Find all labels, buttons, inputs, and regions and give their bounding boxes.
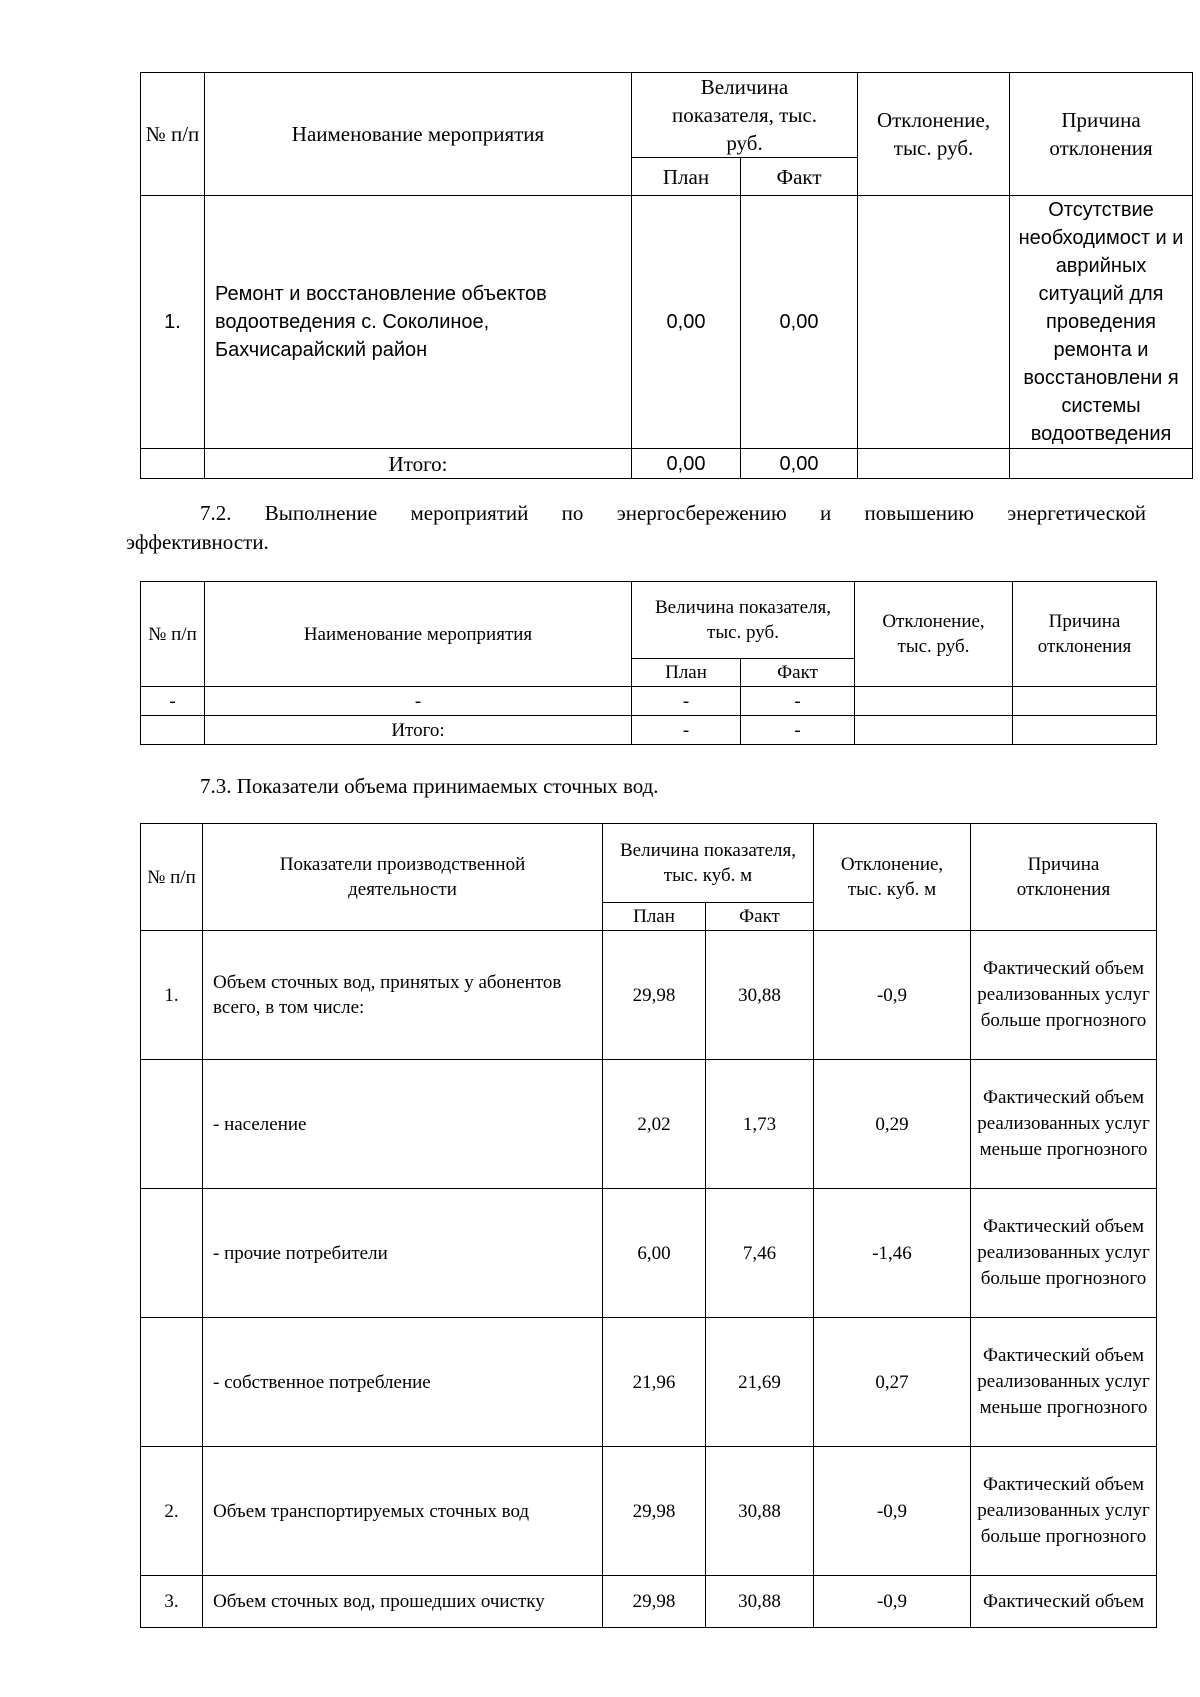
header-fact: Факт <box>741 158 858 196</box>
header-value: Величина показателя, тыс. руб. <box>632 582 855 659</box>
table-row <box>141 1576 1157 1628</box>
row-name: - прочие потребители <box>203 1189 603 1318</box>
header-reason: Причина отклонения <box>971 824 1157 931</box>
row-num: 1. <box>141 196 205 449</box>
header-plan: План <box>603 903 706 931</box>
row-name: Ремонт и восстановление объектов водоотведения с. Соколиное, Бахчисарайский район <box>205 196 632 449</box>
row-deviation <box>855 687 1013 716</box>
row-fact: 21,69 <box>706 1318 814 1447</box>
row-deviation: 0,27 <box>814 1318 971 1447</box>
row-name: Объем сточных вод, прошедших очистку <box>203 1576 603 1628</box>
table-row <box>141 1318 1157 1447</box>
row-plan: - <box>632 687 741 716</box>
row-reason: Фактический объем <box>971 1576 1157 1628</box>
row-fact: 30,88 <box>706 1576 814 1628</box>
header-reason: Причина отклонения <box>1010 73 1193 196</box>
row-deviation: -0,9 <box>814 1447 971 1576</box>
row-reason: Фактический объем реализованных услуг больше прогнозного <box>971 1447 1157 1576</box>
row-plan: 21,96 <box>603 1318 706 1447</box>
row-name: - <box>205 687 632 716</box>
row-fact: 30,88 <box>706 1447 814 1576</box>
header-name: Показатели производственной деятельности <box>203 824 603 931</box>
total-reason <box>1013 716 1157 745</box>
row-num <box>141 1060 203 1189</box>
total-fact: 0,00 <box>741 449 858 479</box>
row-reason: Фактический объем реализованных услуг больше прогнозного <box>971 931 1157 1060</box>
row-reason: Фактический объем реализованных услуг меньше прогнозного <box>971 1060 1157 1189</box>
header-deviation: Отклонение, тыс. руб. <box>855 582 1013 687</box>
row-fact: - <box>741 687 855 716</box>
total-label: Итого: <box>205 716 632 745</box>
header-fact: Факт <box>741 659 855 687</box>
row-plan: 0,00 <box>632 196 741 449</box>
header-num: № п/п <box>141 582 205 687</box>
table-row <box>141 687 1157 716</box>
total-fact: - <box>741 716 855 745</box>
total-empty <box>141 449 205 479</box>
section-7-3-title: 7.3. Показатели объема принимаемых сточных вод. <box>200 774 659 798</box>
row-plan: 6,00 <box>603 1189 706 1318</box>
total-plan: 0,00 <box>632 449 741 479</box>
total-deviation <box>855 716 1013 745</box>
row-deviation: -0,9 <box>814 1576 971 1628</box>
total-plan: - <box>632 716 741 745</box>
total-deviation <box>858 449 1010 479</box>
table-wastewater-volume <box>140 823 1157 1628</box>
header-plan: План <box>632 158 741 196</box>
table-energy-saving <box>140 581 1157 745</box>
section-7-2-line2: эффективности. <box>126 530 269 554</box>
row-num: - <box>141 687 205 716</box>
total-empty <box>141 716 205 745</box>
table-repair-events <box>140 72 1193 479</box>
row-reason: Фактический объем реализованных услуг больше прогнозного <box>971 1189 1157 1318</box>
row-num: 1. <box>141 931 203 1060</box>
row-fact: 0,00 <box>741 196 858 449</box>
row-num: 3. <box>141 1576 203 1628</box>
row-num <box>141 1189 203 1318</box>
header-name: Наименование мероприятия <box>205 73 632 196</box>
header-reason: Причина отклонения <box>1013 582 1157 687</box>
header-num: № п/п <box>141 824 203 931</box>
row-fact: 1,73 <box>706 1060 814 1189</box>
header-name: Наименование мероприятия <box>205 582 632 687</box>
row-deviation: -0,9 <box>814 931 971 1060</box>
table-row <box>141 931 1157 1060</box>
row-num <box>141 1318 203 1447</box>
header-plan: План <box>632 659 741 687</box>
header-fact: Факт <box>706 903 814 931</box>
row-name: Объем сточных вод, принятых у абонентов всего, в том числе: <box>203 931 603 1060</box>
header-num: № п/п <box>141 73 205 196</box>
row-reason: Отсутствие необходимост и и аврийных ситуаций для проведения ремонта и восстановлени я системы водоотведения <box>1010 196 1193 449</box>
row-deviation: 0,29 <box>814 1060 971 1189</box>
row-plan: 29,98 <box>603 1447 706 1576</box>
total-reason <box>1010 449 1193 479</box>
row-name: - население <box>203 1060 603 1189</box>
table-row <box>141 1060 1157 1189</box>
section-7-2-line1: 7.2. Выполнение мероприятий по энергосбережению и повышению энергетической <box>200 501 1146 525</box>
header-deviation: Отклонение, тыс. куб. м <box>814 824 971 931</box>
row-deviation <box>858 196 1010 449</box>
total-row <box>141 716 1157 745</box>
row-plan: 29,98 <box>603 931 706 1060</box>
table-row <box>141 1189 1157 1318</box>
header-value: Величина показателя, тыс. куб. м <box>603 824 814 903</box>
row-name: - собственное потребление <box>203 1318 603 1447</box>
header-value: Величина показателя, тыс. руб. <box>632 73 858 158</box>
total-row <box>141 449 1193 479</box>
row-reason: Фактический объем реализованных услуг меньше прогнозного <box>971 1318 1157 1447</box>
row-reason <box>1013 687 1157 716</box>
row-deviation: -1,46 <box>814 1189 971 1318</box>
row-plan: 2,02 <box>603 1060 706 1189</box>
table-row <box>141 196 1193 449</box>
row-name: Объем транспортируемых сточных вод <box>203 1447 603 1576</box>
row-num: 2. <box>141 1447 203 1576</box>
row-plan: 29,98 <box>603 1576 706 1628</box>
total-label: Итого: <box>205 449 632 479</box>
row-fact: 7,46 <box>706 1189 814 1318</box>
row-fact: 30,88 <box>706 931 814 1060</box>
header-deviation: Отклонение, тыс. руб. <box>858 73 1010 196</box>
table-row <box>141 1447 1157 1576</box>
